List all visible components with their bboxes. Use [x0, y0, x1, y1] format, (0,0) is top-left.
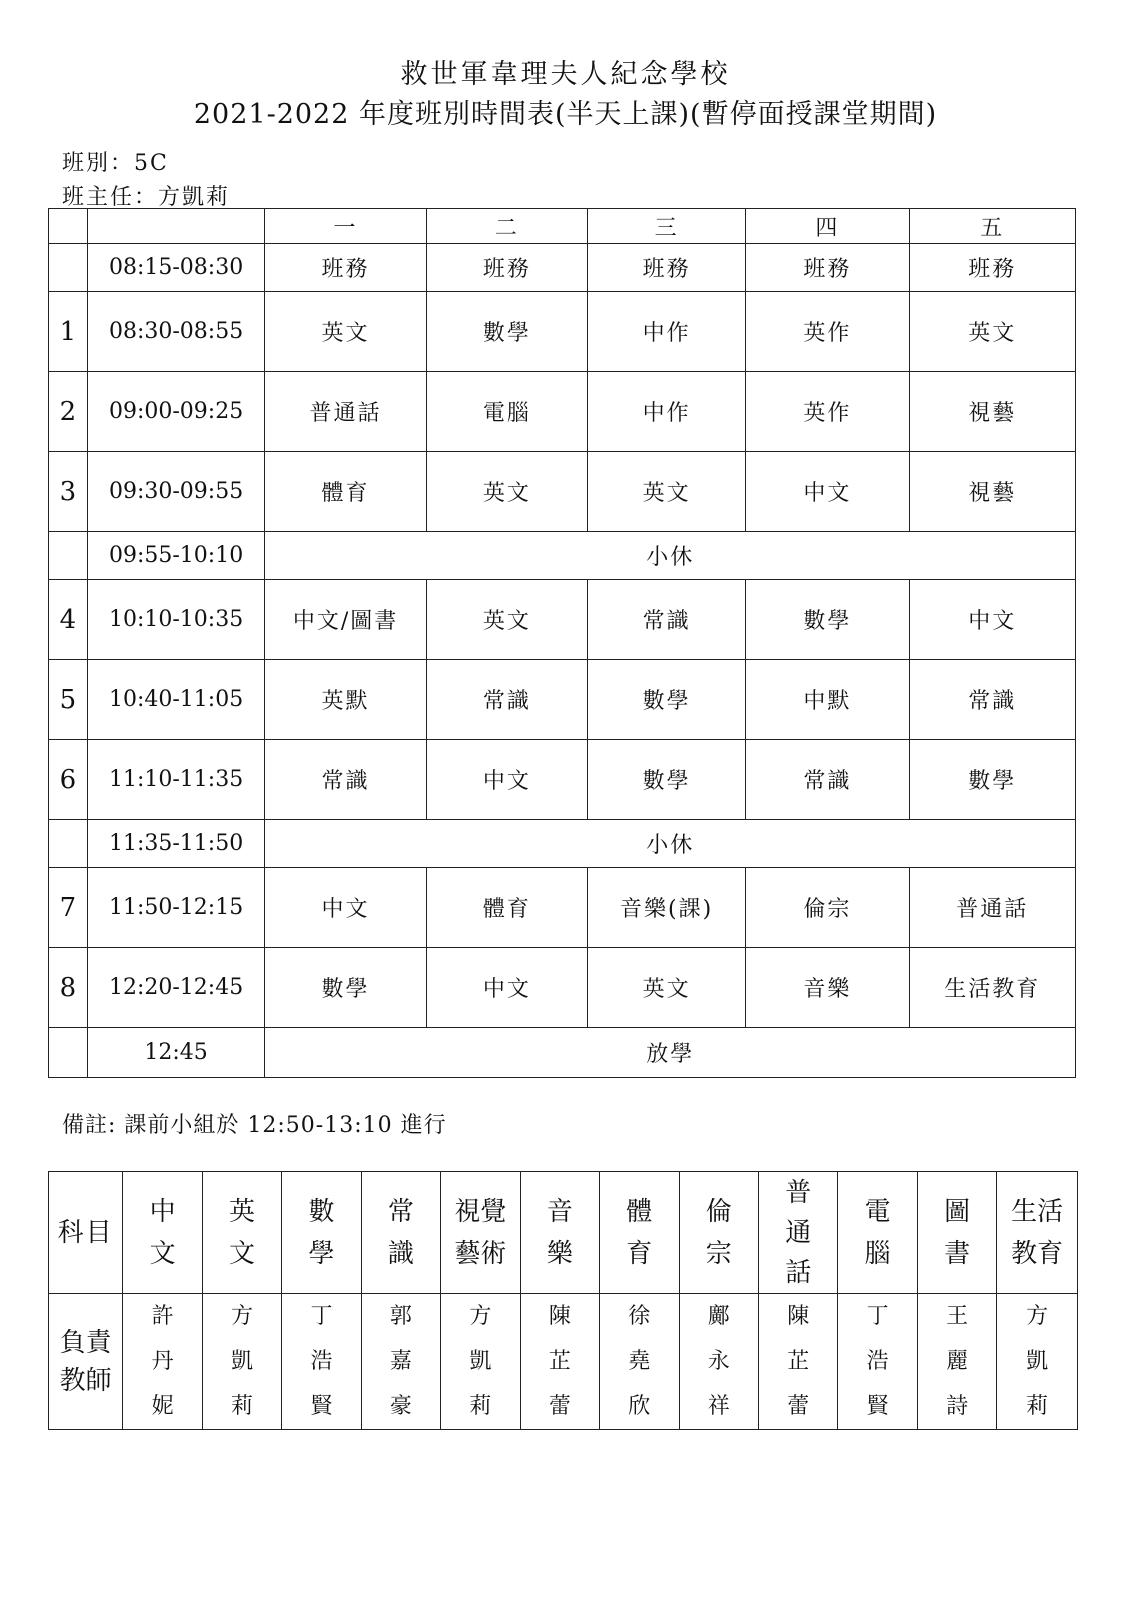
- teacher-name-cell: [441, 1294, 520, 1430]
- lesson-cell: 中文: [426, 740, 587, 820]
- lesson-cell: 常識: [265, 740, 426, 820]
- timetable-row: [49, 1028, 1076, 1078]
- subject-name-cell: [758, 1172, 837, 1294]
- timetable-row: [49, 292, 1076, 372]
- subject-name: 普通話: [785, 1177, 812, 1288]
- teacher-name: 郭嘉豪: [389, 1304, 412, 1419]
- lesson-cell: 中作: [588, 292, 746, 372]
- period-number: [49, 820, 88, 868]
- period-number: 6: [49, 740, 88, 820]
- subject-header: [49, 1172, 123, 1294]
- period-time: 10:10-10:35: [87, 580, 265, 660]
- lesson-cell: 倫宗: [746, 868, 909, 948]
- lesson-cell: 英作: [746, 292, 909, 372]
- teacher-name: 方凱莉: [231, 1304, 254, 1419]
- period-number: [49, 1028, 88, 1078]
- period-number: 8: [49, 948, 88, 1028]
- lesson-cell: 常識: [909, 660, 1075, 740]
- timetable-row: [49, 372, 1076, 452]
- lesson-cell: 英文: [588, 948, 746, 1028]
- period-number: [49, 244, 88, 292]
- subject-header-label: 科目: [57, 1217, 114, 1248]
- lesson-cell: 班務: [909, 244, 1075, 292]
- lesson-cell: 班務: [265, 244, 426, 292]
- period-number: 3: [49, 452, 88, 532]
- subject-name-cell: [361, 1172, 440, 1294]
- period-time: 12:20-12:45: [87, 948, 265, 1028]
- period-number: 5: [49, 660, 88, 740]
- lesson-cell: 數學: [588, 740, 746, 820]
- timetable-row: [49, 244, 1076, 292]
- lesson-cell: 中文/圖書: [265, 580, 426, 660]
- subject-name-cell: [123, 1172, 202, 1294]
- subject-name-cell: [202, 1172, 281, 1294]
- lesson-cell: 數學: [265, 948, 426, 1028]
- period-time: 12:45: [87, 1028, 265, 1078]
- teacher-name: 鄺永祥: [707, 1304, 730, 1419]
- timetable-row: [49, 532, 1076, 580]
- break-cell: 小休: [265, 532, 1076, 580]
- teacher-name: 方凱莉: [1026, 1304, 1049, 1419]
- lesson-cell: 英文: [265, 292, 426, 372]
- lesson-cell: 體育: [265, 452, 426, 532]
- timetable-title: 2021-2022 年度班別時間表(半天上課)(暫停面授課堂期間): [193, 99, 938, 130]
- subject-name-cell: [520, 1172, 599, 1294]
- lesson-cell: 體育: [426, 868, 587, 948]
- lesson-cell: 中文: [426, 948, 587, 1028]
- period-number: [49, 532, 88, 580]
- subject-name: 數學: [308, 1196, 335, 1269]
- timetable-row: [49, 580, 1076, 660]
- lesson-cell: 英文: [909, 292, 1075, 372]
- teacher-name-cell: [838, 1294, 917, 1430]
- period-time: 09:55-10:10: [87, 532, 265, 580]
- lesson-cell: 數學: [746, 580, 909, 660]
- subject-name-cell: [917, 1172, 996, 1294]
- period-number: 1: [49, 292, 88, 372]
- teacher-name: 許丹妮: [151, 1304, 174, 1419]
- teacher-name-cell: [679, 1294, 758, 1430]
- teacher-name: 王麗詩: [946, 1304, 969, 1419]
- teacher-name-cell: [600, 1294, 679, 1430]
- day-header: 一: [265, 209, 426, 244]
- subject-teacher-table: [48, 1171, 1078, 1430]
- lesson-cell: 常識: [746, 740, 909, 820]
- subject-name: 視覺藝術: [454, 1196, 507, 1269]
- period-time: 09:30-09:55: [87, 452, 265, 532]
- lesson-cell: 音樂(課): [588, 868, 746, 948]
- teacher-name-cell: [520, 1294, 599, 1430]
- subject-name: 中文: [149, 1196, 176, 1269]
- lesson-cell: 數學: [909, 740, 1075, 820]
- teacher-name: 陳芷蕾: [787, 1304, 810, 1419]
- timetable-row: [49, 740, 1076, 820]
- timetable-row: [49, 868, 1076, 948]
- lesson-cell: 中作: [588, 372, 746, 452]
- subject-name: 生活教育: [1011, 1196, 1064, 1269]
- period-number: 2: [49, 372, 88, 452]
- lesson-cell: 英文: [588, 452, 746, 532]
- subject-name: 電腦: [864, 1196, 891, 1269]
- subject-name-cell: [600, 1172, 679, 1294]
- teacher-header-label: 負責教師: [59, 1327, 112, 1396]
- header-time-cell: [87, 209, 265, 244]
- lesson-cell: 英作: [746, 372, 909, 452]
- subject-name: 體育: [626, 1196, 653, 1269]
- period-time: 08:30-08:55: [87, 292, 265, 372]
- teacher-name-cell: [123, 1294, 202, 1430]
- timetable-row: [49, 820, 1076, 868]
- subject-name: 英文: [229, 1196, 256, 1269]
- period-time: 08:15-08:30: [87, 244, 265, 292]
- period-time: 09:00-09:25: [87, 372, 265, 452]
- class-teacher-label: 班主任：方凱莉: [62, 185, 231, 210]
- lesson-cell: 電腦: [426, 372, 587, 452]
- timetable-row: [49, 660, 1076, 740]
- subject-name: 音樂: [546, 1196, 573, 1269]
- teacher-name-cell: [282, 1294, 361, 1430]
- timetable: [48, 208, 1076, 1078]
- lesson-cell: 常識: [426, 660, 587, 740]
- teacher-row: [49, 1294, 1078, 1430]
- day-header: 二: [426, 209, 587, 244]
- teacher-name-cell: [917, 1294, 996, 1430]
- lesson-cell: 音樂: [746, 948, 909, 1028]
- lesson-cell: 數學: [426, 292, 587, 372]
- subject-name-cell: [441, 1172, 520, 1294]
- break-cell: 小休: [265, 820, 1076, 868]
- day-header: 五: [909, 209, 1075, 244]
- period-number: 4: [49, 580, 88, 660]
- lesson-cell: 中文: [265, 868, 426, 948]
- subject-name-cell: [679, 1172, 758, 1294]
- teacher-name-cell: [758, 1294, 837, 1430]
- period-time: 10:40-11:05: [87, 660, 265, 740]
- day-header: 四: [746, 209, 909, 244]
- lesson-cell: 常識: [588, 580, 746, 660]
- break-cell: 放學: [265, 1028, 1076, 1078]
- class-label: 班別：5C: [62, 151, 169, 176]
- subject-name-cell: [282, 1172, 361, 1294]
- day-header: 三: [588, 209, 746, 244]
- timetable-row: [49, 452, 1076, 532]
- lesson-cell: 英文: [426, 580, 587, 660]
- lesson-cell: 中文: [909, 580, 1075, 660]
- teacher-name: 陳芷蕾: [548, 1304, 571, 1419]
- subject-name: 圖書: [944, 1196, 971, 1269]
- remark: 備註: 課前小組於 12:50-13:10 進行: [62, 1113, 447, 1138]
- subject-name: 倫宗: [705, 1196, 732, 1269]
- lesson-cell: 數學: [588, 660, 746, 740]
- subject-name-cell: [997, 1172, 1078, 1294]
- header-blank-cell: [49, 209, 88, 244]
- period-time: 11:50-12:15: [87, 868, 265, 948]
- teacher-name-cell: [997, 1294, 1078, 1430]
- lesson-cell: 中默: [746, 660, 909, 740]
- lesson-cell: 普通話: [909, 868, 1075, 948]
- lesson-cell: 班務: [588, 244, 746, 292]
- school-name: 救世軍韋理夫人紀念學校: [400, 59, 731, 90]
- lesson-cell: 生活教育: [909, 948, 1075, 1028]
- teacher-name-cell: [361, 1294, 440, 1430]
- teacher-header: [49, 1294, 123, 1430]
- teacher-name: 丁浩賢: [310, 1304, 333, 1419]
- period-time: 11:10-11:35: [87, 740, 265, 820]
- teacher-name-cell: [202, 1294, 281, 1430]
- subject-name: 常識: [387, 1196, 414, 1269]
- lesson-cell: 班務: [426, 244, 587, 292]
- lesson-cell: 班務: [746, 244, 909, 292]
- lesson-cell: 英文: [426, 452, 587, 532]
- lesson-cell: 視藝: [909, 452, 1075, 532]
- period-number: 7: [49, 868, 88, 948]
- lesson-cell: 中文: [746, 452, 909, 532]
- subject-row: [49, 1172, 1078, 1294]
- timetable-row: [49, 948, 1076, 1028]
- teacher-name: 徐堯欣: [628, 1304, 651, 1419]
- subject-name-cell: [838, 1172, 917, 1294]
- lesson-cell: 英默: [265, 660, 426, 740]
- timetable-header-row: [49, 209, 1076, 244]
- lesson-cell: 視藝: [909, 372, 1075, 452]
- teacher-name: 丁浩賢: [866, 1304, 889, 1419]
- lesson-cell: 普通話: [265, 372, 426, 452]
- period-time: 11:35-11:50: [87, 820, 265, 868]
- teacher-name: 方凱莉: [469, 1304, 492, 1419]
